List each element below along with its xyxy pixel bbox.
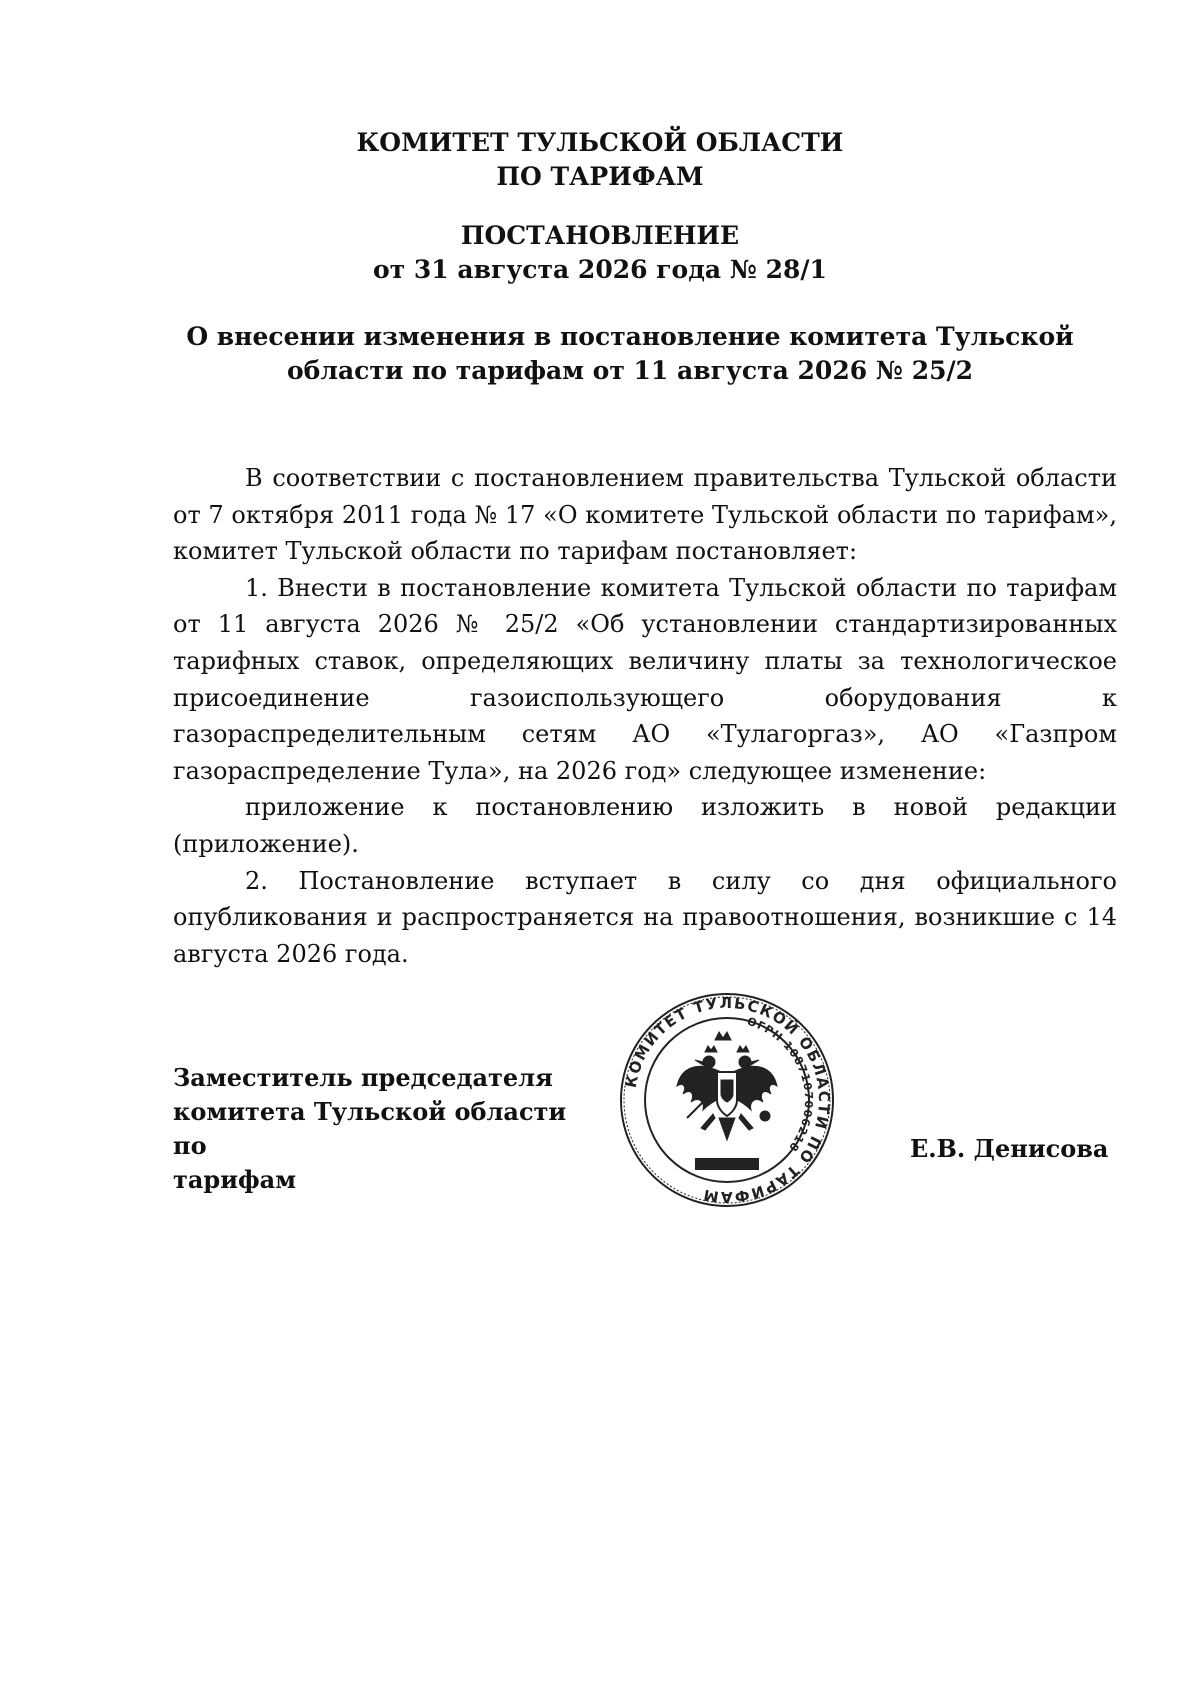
document-type: ПОСТАНОВЛЕНИЕ <box>460 221 740 250</box>
seal-ogrn-text: ОГРН 1087107006218 <box>745 1014 816 1155</box>
item-1-sub-paragraph: приложение к постановлению изложить в новой редакции (приложение). <box>173 793 1117 858</box>
signatory-name: Е.В. Денисова <box>910 1134 1109 1163</box>
document-date-number: от 31 августа 2026 года № 28/1 <box>373 255 827 284</box>
document-body <box>173 460 1117 972</box>
item-1-paragraph: 1. Внести в постановление комитета Тульской области по тарифам от 11 августа 2026 № 25/2 «Об установлении стандартизированных тарифных ставок, определяющих величину платы за технологическое присоединение газоиспользующего оборудования к газораспределительным сетям АО «Тулагоргаз», АО «Газпром газораспределение Тула», на 2026 год» следующее изменение: <box>173 573 1117 785</box>
signatory-position <box>173 1061 593 1197</box>
item-2-paragraph: 2. Постановление вступает в силу со дня официального опубликования и распространяется на правоотношения, возникшие с 14 августа 2026 года. <box>173 866 1117 968</box>
org-name-line2: ПО ТАРИФАМ <box>496 162 704 191</box>
seal-bottom-mark <box>695 1158 759 1170</box>
org-name-line1: КОМИТЕТ ТУЛЬСКОЙ ОБЛАСТИ <box>356 128 844 157</box>
document-subject: О внесении изменения в постановление комитета Тульской области по тарифам от 11 августа 2026 № 25/2 <box>186 322 1074 385</box>
intro-paragraph: В соответствии с постановлением правительства Тульской области от 7 октября 2011 года № 17 «О комитете Тульской области по тарифам», комитет Тульской области по тарифам постановляет: <box>173 464 1117 566</box>
position-line2: комитета Тульской области по <box>173 1097 567 1160</box>
document-header-type <box>0 219 1200 287</box>
coat-of-arms-icon <box>677 1032 777 1140</box>
document-header-organization <box>0 126 1200 194</box>
position-line1: Заместитель председателя <box>173 1063 553 1092</box>
official-seal <box>617 990 837 1210</box>
position-line3: тарифам <box>173 1165 297 1194</box>
seal-outer-text: КОМИТЕТ ТУЛЬСКОЙ ОБЛАСТИ ПО ТАРИФАМ <box>621 993 834 1207</box>
